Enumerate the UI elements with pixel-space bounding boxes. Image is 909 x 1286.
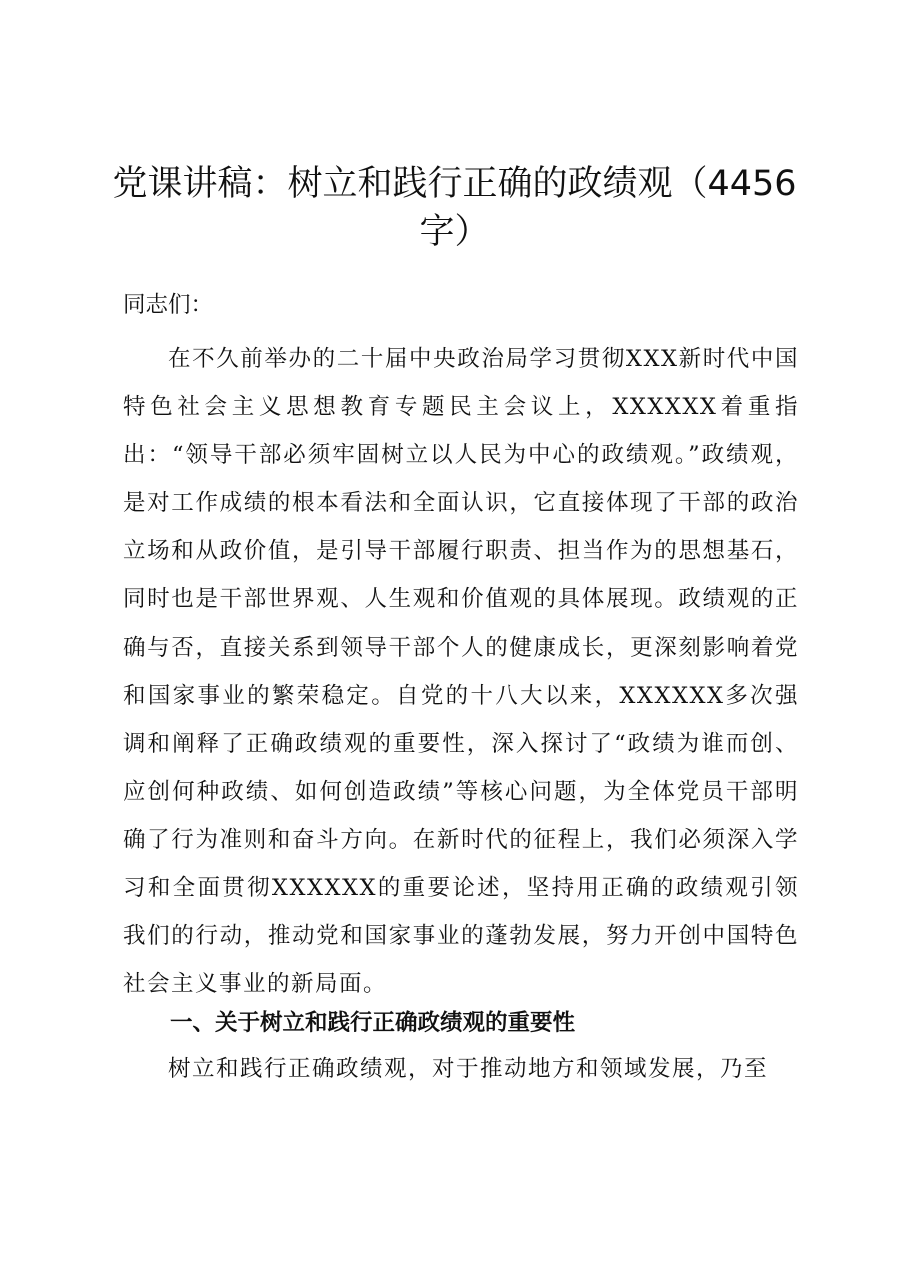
salutation: 同志们： — [123, 292, 214, 318]
section-heading-1: 一、关于树立和践行正确政绩观的重要性 — [170, 1010, 576, 1036]
document-title: 党课讲稿：树立和践行正确的政绩观（4456字） — [112, 164, 797, 252]
paragraph-intro: 在不久前举办的二十届中央政治局学习贯彻XXX新时代中国特色社会主义思想教育专题民主会议上，XXXXXX着重指出：“领导干部必须牢固树立以人民为中心的政绩观。”政绩观，是对工作成绩的根本看法和全面认识，它直接体现了干部的政治立场和从政价值，是引导干部履行职责、担当作为的思想基石，同时也是干部世界观、人生观和价值观的具体展现。政绩观的正确与否，直接关系到领导干部个人的健康成长，更深刻影响着党和国家事业的繁荣稳定。自党的十八大以来，XXXXXX多次强调和阐释了正确政绩观的重要性，深入探讨了“政绩为谁而创、应创何种政绩、如何创造政绩”等核心问题，为全体党员干部明确了行为准则和奋斗方向。在新时代的征程上，我们必须深入学习和全面贯彻XXXXXX的重要论述，坚持用正确的政绩观引领我们的行动，推动党和国家事业的蓬勃发展，努力开创中国特色社会主义事业的新局面。 — [123, 346, 799, 998]
paragraph-section-1: 树立和践行正确政绩观，对于推动地方和领域发展，乃至 — [168, 1056, 769, 1082]
